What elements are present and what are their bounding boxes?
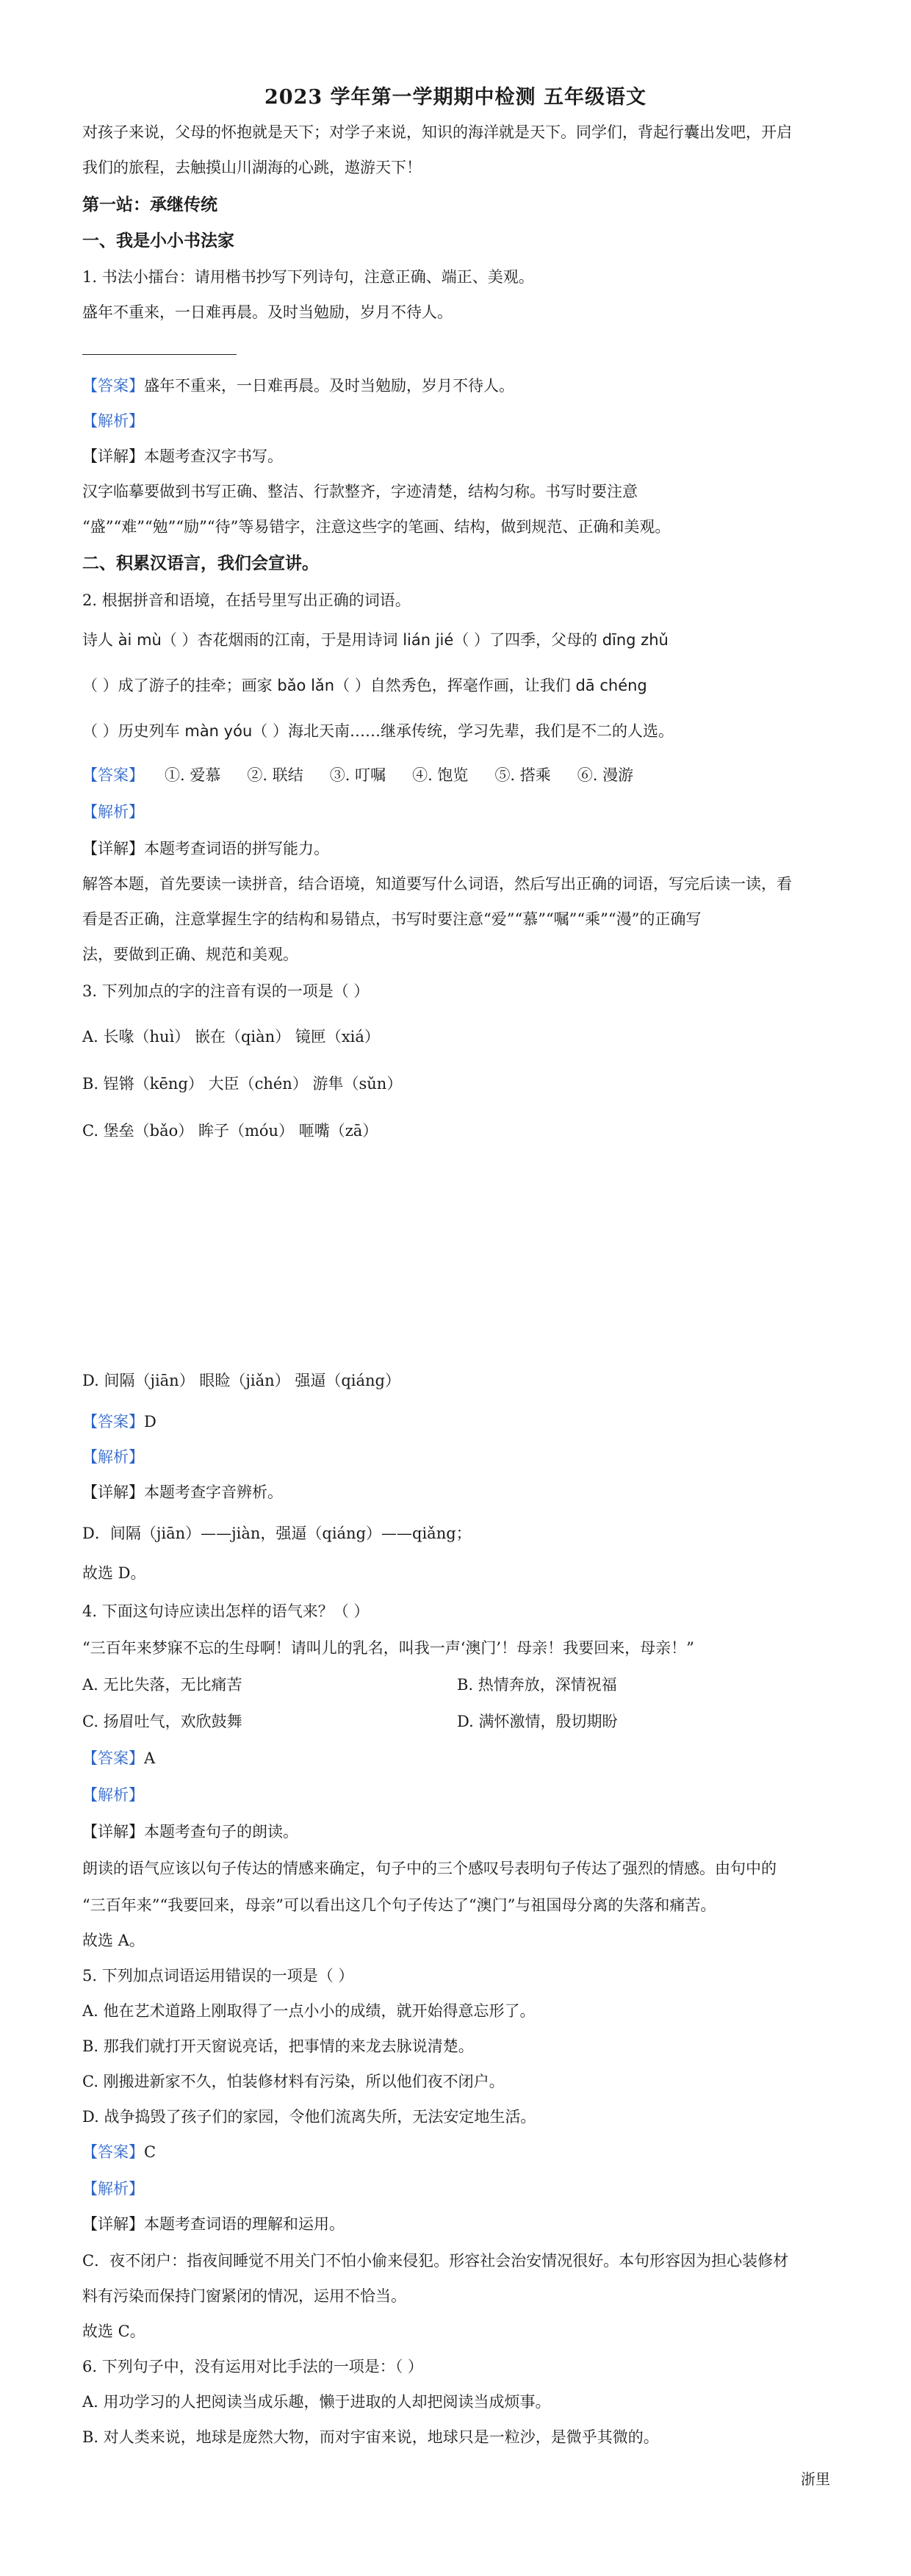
q3-option-b: B. 锃锵（kēng） 大臣（chén） 游隼（sǔn） — [82, 1075, 403, 1093]
q5-explanation-1: C．夜不闭户：指夜间睡觉不用关门不怕小偷来侵犯。形容社会治安情况很好。本句形容因为担心装修材 — [82, 2252, 789, 2270]
section-heading-2: 二、积累汉语言，我们会宣讲。 — [82, 553, 319, 573]
q1-detail — [82, 445, 283, 467]
q5-option-d: D. 战争捣毁了孩子们的家园，令他们流离失所，无法安定地生活。 — [82, 2108, 536, 2126]
q2-text: （ ）历史列车 — [82, 722, 185, 740]
detail-tag: 【详解】 — [82, 1823, 144, 1841]
detail-tag: 【详解】 — [82, 1483, 144, 1501]
q1-explanation-2: “盛”“难”“勉”“励”“待”等易错字，注意这些字的笔画、结构，做到规范、正确和美观。 — [82, 518, 671, 536]
q3-option-d: D. 间隔（jiān） 眼睑（jiǎn） 强逼（qiáng） — [82, 1372, 400, 1389]
q2-text: （ ）海北天南……继承传统，学习先辈，我们是不二的人选。 — [252, 722, 674, 740]
q5-option-a: A. 他在艺术道路上刚取得了一点小小的成绩，就开始得意忘形了。 — [82, 2002, 536, 2020]
q2-answer — [82, 764, 633, 786]
answer-item: ⑥. 漫游 — [577, 766, 634, 784]
analysis-tag: 【解析】 — [82, 412, 144, 430]
answer-text: 盛年不重来，一日难再晨。及时当勉励，岁月不待人。 — [144, 377, 514, 395]
answer-item: ③. 叮嘱 — [329, 766, 386, 784]
q3-stem: 3. 下列加点的字的注音有误的一项是（ ） — [82, 982, 370, 1000]
section-heading-1: 一、我是小小书法家 — [82, 231, 234, 251]
answer-item: ④. 饱览 — [412, 766, 469, 784]
answer-tag: 【答案】 — [82, 766, 144, 784]
answer-tag: 【答案】 — [82, 1749, 144, 1767]
q1-answer — [82, 375, 514, 397]
q2-line-1 — [82, 629, 669, 651]
pinyin: dīng zhǔ — [602, 631, 669, 649]
q4-option-b: B. 热情奔放，深情祝福 — [457, 1676, 617, 1694]
detail-text: 本题考查汉字书写。 — [144, 447, 283, 465]
q4-quote: “三百年来梦寐不忘的生母啊！请叫儿的乳名，叫我一声‘澳门’！母亲！我要回来，母亲！” — [82, 1639, 694, 1657]
q2-line-2 — [82, 674, 647, 697]
q2-stem: 2. 根据拼音和语境，在括号里写出正确的词语。 — [82, 591, 411, 609]
q3-detail — [82, 1481, 283, 1503]
answer-tag: 【答案】 — [82, 377, 144, 395]
intro-line-2: 我们的旅程，去触摸山川湖海的心跳，遨游天下！ — [82, 159, 422, 176]
q4-option-d: D. 满怀激情，殷切期盼 — [457, 1713, 618, 1730]
q4-explanation-3: 故选 A。 — [82, 1932, 145, 1949]
intro-line-1: 对孩子来说，父母的怀抱就是天下；对学子来说，知识的海洋就是天下。同学们，背起行囊出发吧，开启 — [82, 123, 792, 141]
detail-tag: 【详解】 — [82, 840, 144, 857]
q4-explanation-1: 朗读的语气应该以句子传达的情感来确定，句子中的三个感叹号表明句子传达了强烈的情感。由句中的 — [82, 1860, 777, 1877]
pinyin: màn yóu — [184, 722, 253, 740]
q3-option-a: A. 长喙（huì） 嵌在（qiàn） 镜匣（xiá） — [82, 1028, 380, 1046]
q4-answer — [82, 1747, 155, 1769]
q3-explanation-1: D．间隔（jiān）——jiàn，强逼（qiáng）——qiǎng； — [82, 1525, 472, 1542]
q5-stem: 5. 下列加点词语运用错误的一项是（ ） — [82, 1967, 354, 1985]
q2-text: （ ）自然秀色，挥毫作画，让我们 — [334, 677, 576, 694]
answer-tag: 【答案】 — [82, 1413, 144, 1431]
q2-text: （ ）成了游子的挂牵；画家 — [82, 677, 278, 694]
q2-line-3 — [82, 720, 674, 742]
q3-answer — [82, 1411, 156, 1433]
q2-text: （ ）了四季，父母的 — [453, 631, 602, 649]
analysis-tag: 【解析】 — [82, 803, 144, 821]
q4-explanation-2: “三百年来”“我要回来，母亲”可以看出这几个句子传达了“澳门”与祖国母分离的失落和痛苦。 — [82, 1896, 716, 1914]
q6-option-a: A. 用功学习的人把阅读当成乐趣，懒于进取的人却把阅读当成烦事。 — [82, 2393, 551, 2411]
q4-option-a: A. 无比失落，无比痛苦 — [82, 1676, 242, 1694]
q5-detail — [82, 2213, 345, 2235]
page-footer: 浙里 — [801, 2470, 830, 2488]
q6-option-b: B. 对人类来说，地球是庞然大物，而对宇宙来说，地球只是一粒沙，是微乎其微的。 — [82, 2428, 659, 2446]
pinyin: dā chéng — [575, 677, 647, 694]
answer-item: ①. 爱慕 — [165, 766, 221, 784]
q5-explanation-2: 料有污染而保持门窗紧闭的情况，运用不恰当。 — [82, 2287, 406, 2305]
detail-tag: 【详解】 — [82, 447, 144, 465]
q5-answer — [82, 2141, 156, 2163]
pinyin: bǎo lǎn — [277, 677, 335, 694]
detail-text: 本题考查词语的理解和运用。 — [144, 2215, 345, 2233]
q1-explanation-1: 汉字临摹要做到书写正确、整洁、行款整齐，字迹清楚，结构匀称。书写时要注意 — [82, 483, 638, 500]
detail-text: 本题考查句子的朗读。 — [144, 1823, 298, 1841]
answer-tag: 【答案】 — [82, 2143, 144, 2161]
pinyin: lián jié — [403, 631, 454, 649]
q2-text: 诗人 — [82, 631, 118, 649]
analysis-tag: 【解析】 — [82, 1786, 144, 1804]
answer-text: D — [144, 1413, 156, 1431]
writing-line — [82, 354, 237, 355]
q6-stem: 6. 下列句子中，没有运用对比手法的一项是：（ ） — [82, 2358, 423, 2375]
q4-detail — [82, 1821, 298, 1843]
q1-poem: 盛年不重来，一日难再晨。及时当勉励，岁月不待人。 — [82, 303, 453, 321]
q2-explanation-1: 解答本题，首先要读一读拼音，结合语境，知道要写什么词语，然后写出正确的词语，写完后读一读，看 — [82, 875, 792, 893]
station-heading: 第一站：承继传统 — [82, 195, 217, 215]
q2-explanation-2: 看是否正确，注意掌握生字的结构和易错点，书写时要注意“爱”“慕”“嘱”“乘”“漫”的正确写 — [82, 910, 702, 928]
detail-tag: 【详解】 — [82, 2215, 144, 2233]
q4-stem: 4. 下面这句诗应读出怎样的语气来？（ ） — [82, 1602, 370, 1620]
page-title: 2023 学年第一学期期中检测 五年级语文 — [264, 86, 647, 109]
answer-item: ②. 联结 — [247, 766, 303, 784]
answer-item: ⑤. 搭乘 — [494, 766, 551, 784]
detail-text: 本题考查词语的拼写能力。 — [144, 840, 329, 857]
pinyin: ài mù — [118, 631, 162, 649]
q4-option-c: C. 扬眉吐气，欢欣鼓舞 — [82, 1713, 242, 1730]
q2-text: （ ）杏花烟雨的江南，于是用诗词 — [161, 631, 403, 649]
q3-option-c: C. 堡垒（bǎo） 眸子（móu） 咂嘴（zā） — [82, 1122, 378, 1140]
analysis-tag: 【解析】 — [82, 1448, 144, 1466]
q5-explanation-3: 故选 C。 — [82, 2323, 145, 2340]
q5-option-b: B. 那我们就打开天窗说亮话，把事情的来龙去脉说清楚。 — [82, 2037, 474, 2055]
analysis-tag: 【解析】 — [82, 2180, 144, 2198]
detail-text: 本题考查字音辨析。 — [144, 1483, 283, 1501]
q5-option-c: C. 刚搬进新家不久，怕装修材料有污染，所以他们夜不闭户。 — [82, 2073, 505, 2090]
q1-stem: 1. 书法小擂台：请用楷书抄写下列诗句，注意正确、端正、美观。 — [82, 268, 534, 286]
q3-explanation-2: 故选 D。 — [82, 1564, 146, 1582]
q2-explanation-3: 法，要做到正确、规范和美观。 — [82, 946, 298, 963]
answer-text: C — [144, 2143, 156, 2161]
answer-text: A — [144, 1749, 156, 1767]
q2-detail — [82, 838, 329, 860]
